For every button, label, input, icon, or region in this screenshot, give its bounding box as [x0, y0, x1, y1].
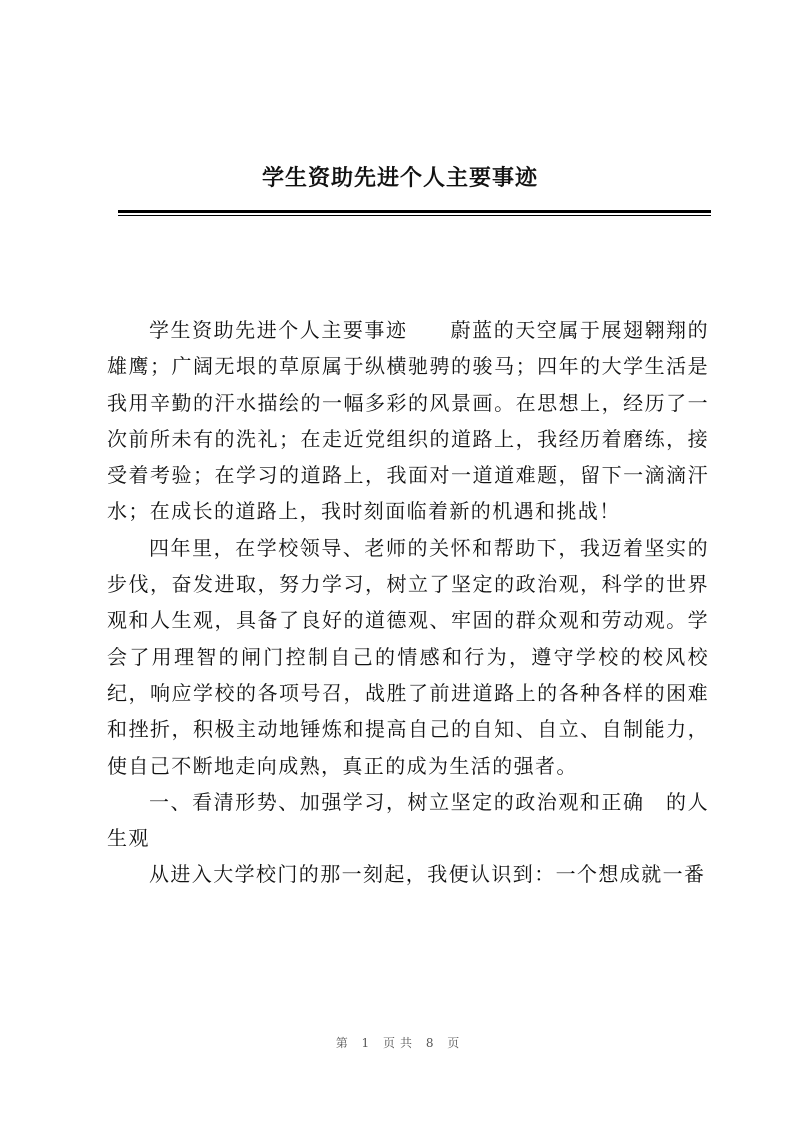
- title-divider-thin: [118, 215, 711, 216]
- paragraph-section-1: 从进入大学校门的那一刻起，我便认识到：一个想成就一番: [149, 862, 706, 887]
- title-divider: [118, 210, 711, 213]
- section-heading-1: 一、看清形势、加强学习，树立坚定的政治观和正确 的人生观: [107, 789, 709, 851]
- page-number-footer: 第 1 页共 8 页: [335, 1036, 465, 1050]
- document-title: 学生资助先进个人主要事迹: [261, 165, 538, 191]
- paragraph-intro: 学生资助先进个人主要事迹 蔚蓝的天空属于展翅翱翔的雄鹰；广阔无垠的草原属于纵横驰骋的骏马；四年的大学生活是我用辛勤的汗水描绘的一幅多彩的风景画。在思想上，经历了一次前所未有的洗礼；在走近党组织的道路上，我经历着磨练，接受着考验；在学习的道路上，我面对一道道难题，留下一滴滴汗水；在成长的道路上，我时刻面临着新的机遇和挑战！: [107, 318, 709, 524]
- document-body: [107, 312, 709, 893]
- paragraph-four-years: 四年里，在学校领导、老师的关怀和帮助下，我迈着坚实的步伐，奋发进取，努力学习，树立了坚定的政治观，科学的世界观和人生观，具备了良好的道德观、牢固的群众观和劳动观。学会了用理智的闸门控制自己的情感和行为，遵守学校的校风校纪，响应学校的各项号召，战胜了前进道路上的各种各样的困难和挫折，积极主动地锤炼和提高自己的自知、自立、自制能力，使自己不断地走向成熟，真正的成为生活的强者。: [107, 535, 709, 778]
